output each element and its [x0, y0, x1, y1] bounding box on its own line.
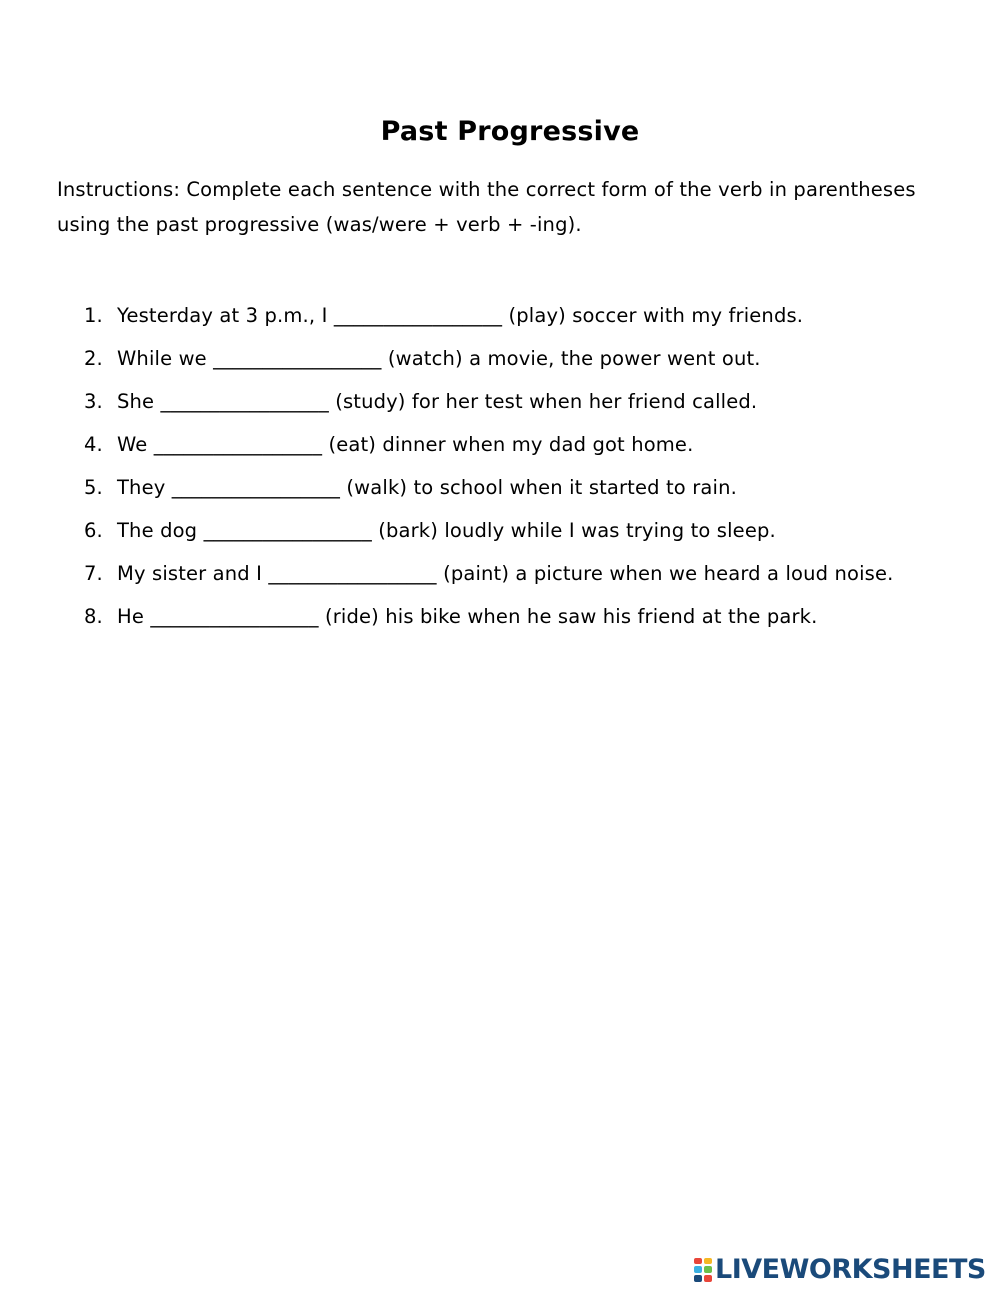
answer-blank[interactable]: _________________ [160, 390, 329, 413]
exercise-number: 7. [84, 562, 103, 585]
answer-blank[interactable]: _________________ [268, 562, 437, 585]
sentence-start: While we [117, 347, 214, 370]
sentence-start: She [117, 390, 161, 413]
exercise-item-7 [84, 552, 934, 595]
exercise-list [84, 294, 934, 638]
answer-blank[interactable]: _________________ [333, 304, 503, 327]
sentence-end: (ride) his bike when he saw his friend at the park. [318, 605, 818, 628]
logo-tile [694, 1275, 702, 1282]
logo-tile [694, 1258, 702, 1264]
page-title: Past Progressive [380, 116, 640, 147]
logo-tile [704, 1266, 712, 1273]
sentence-end: (bark) loudly while I was trying to sleep. [371, 519, 776, 542]
answer-blank[interactable]: _________________ [203, 519, 372, 542]
answer-blank[interactable]: _________________ [153, 433, 323, 456]
exercise-item-1 [84, 294, 934, 337]
exercise-number: 8. [84, 605, 103, 628]
instructions-line-1: Instructions: Complete each sentence with the correct form of the verb in parentheses [57, 178, 916, 201]
sentence-start: My sister and I [117, 562, 269, 585]
sentence-end: (walk) to school when it started to rain. [340, 476, 737, 499]
sentence-end: (study) for her test when her friend called. [328, 390, 758, 413]
sentence-start: The dog [117, 519, 204, 542]
sentence-end: (eat) dinner when my dad got home. [322, 433, 694, 456]
exercise-item-3 [84, 380, 934, 423]
sentence-start: He [117, 605, 151, 628]
exercise-item-8 [84, 595, 934, 638]
logo-tile [704, 1275, 712, 1282]
answer-blank[interactable]: _________________ [213, 347, 382, 370]
exercise-number: 2. [84, 347, 103, 370]
exercise-item-6 [84, 509, 934, 552]
sentence-end: (paint) a picture when we heard a loud noise. [436, 562, 894, 585]
liveworksheets-logo [693, 1254, 986, 1285]
sentence-start: Yesterday at 3 p.m., I [117, 304, 334, 327]
exercise-number: 4. [84, 433, 103, 456]
sentence-end: (watch) a movie, the power went out. [381, 347, 761, 370]
logo-tile [694, 1266, 702, 1273]
instructions [57, 172, 957, 242]
answer-blank[interactable]: _________________ [171, 476, 341, 499]
exercise-number: 6. [84, 519, 103, 542]
exercise-number: 5. [84, 476, 103, 499]
exercise-number: 1. [84, 304, 103, 327]
answer-blank[interactable]: _________________ [150, 605, 319, 628]
exercise-item-4 [84, 423, 934, 466]
sentence-start: They [117, 476, 172, 499]
exercise-item-5 [84, 466, 934, 509]
instructions-line-2: using the past progressive (was/were + verb + -ing). [57, 213, 582, 236]
brand-name: LIVEWORKSHEETS [715, 1254, 986, 1285]
logo-tile [704, 1258, 712, 1264]
sentence-start: We [117, 433, 154, 456]
liveworksheets-logo-icon [693, 1257, 713, 1283]
exercise-number: 3. [84, 390, 103, 413]
sentence-end: (play) soccer with my friends. [502, 304, 804, 327]
exercise-item-2 [84, 337, 934, 380]
